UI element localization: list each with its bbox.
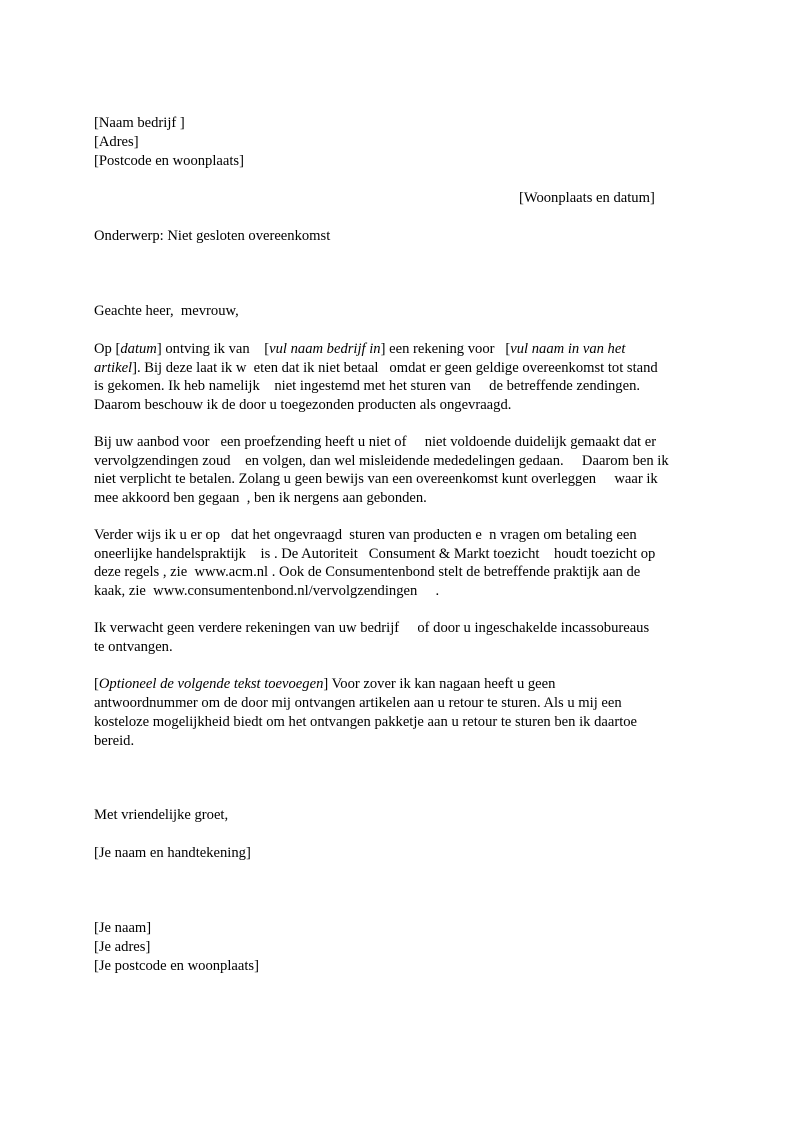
paragraph-2-line-2: vervolgzendingen zoud en volgen, dan wel misleidende mededelingen gedaan. Daarom ben ik <box>94 453 669 469</box>
text: ]. Bij deze laat ik w eten dat ik niet betaal omdat er geen geldige overeenkomst tot stand <box>132 360 658 376</box>
paragraph-3-line-4: kaak, zie www.consumentenbond.nl/vervolgzendingen . <box>94 583 440 599</box>
sender-company: [Naam bedrijf ] <box>94 115 185 131</box>
text: ] ontving ik van [ <box>156 341 270 357</box>
salutation: Geachte heer, mevrouw, <box>94 303 239 319</box>
sender-postal: [Postcode en woonplaats] <box>94 153 244 169</box>
subject-line: Onderwerp: Niet gesloten overeenkomst <box>94 228 331 244</box>
paragraph-5-line-3: kosteloze mogelijkheid biedt om het ontvangen pakketje aan u retour te sturen ben ik daartoe <box>94 714 638 730</box>
paragraph-3-line-2: oneerlijke handelspraktijk is . De Autoriteit Consument & Markt toezicht houdt toezicht op <box>94 546 656 562</box>
footer-address: [Je adres] <box>94 939 151 955</box>
text: Op [ <box>94 341 121 357</box>
placeholder-optional: Optioneel de volgende tekst toevoegen <box>98 676 324 692</box>
paragraph-2-line-4: mee akkoord ben gegaan , ben ik nergens aan gebonden. <box>94 490 427 506</box>
footer-name: [Je naam] <box>94 920 152 936</box>
placeholder-company: vul naam bedrijf in <box>269 341 381 357</box>
text: [ <box>94 676 99 692</box>
paragraph-5-line-2: antwoordnummer om de door mij ontvangen artikelen aan u retour te sturen. Als u mij een <box>94 695 622 711</box>
paragraph-1-line-2 <box>94 359 658 378</box>
place-date: [Woonplaats en datum] <box>519 190 655 206</box>
paragraph-2-line-3: niet verplicht te betalen. Zolang u geen bewijs van een overeenkomst kunt overleggen waar ik <box>94 471 658 487</box>
placeholder-article-cont: artikel <box>94 360 133 376</box>
paragraph-2-line-1: Bij uw aanbod voor een proefzending heeft u niet of niet voldoende duidelijk gemaakt dat er <box>94 434 657 450</box>
paragraph-5-line-1 <box>94 675 555 694</box>
paragraph-3-line-1: Verder wijs ik u er op dat het ongevraagd sturen van producten e n vragen om betaling een <box>94 527 637 543</box>
paragraph-5-line-4: bereid. <box>94 733 135 749</box>
paragraph-4-line-2: te ontvangen. <box>94 639 173 655</box>
text: ] Voor zover ik kan nagaan heeft u geen <box>323 676 556 692</box>
placeholder-date: datum <box>120 341 157 357</box>
footer-postal: [Je postcode en woonplaats] <box>94 958 259 974</box>
text: ] een rekening voor [ <box>380 341 511 357</box>
paragraph-3-line-3: deze regels , zie www.acm.nl . Ook de Consumentenbond stelt de betreffende praktijk aan de <box>94 564 641 580</box>
closing: Met vriendelijke groet, <box>94 807 229 823</box>
paragraph-1-line-3: is gekomen. Ik heb namelijk niet ingestemd met het sturen van de betreffende zendingen. <box>94 378 641 394</box>
signature-placeholder: [Je naam en handtekening] <box>94 845 251 861</box>
paragraph-1-line-4: Daarom beschouw ik de door u toegezonden producten als ongevraagd. <box>94 397 512 413</box>
placeholder-article: vul naam in van het <box>510 341 626 357</box>
paragraph-4-line-1: Ik verwacht geen verdere rekeningen van uw bedrijf of door u ingeschakelde incassobureaus <box>94 620 650 636</box>
sender-address: [Adres] <box>94 134 139 150</box>
paragraph-1-line-1 <box>94 340 625 359</box>
